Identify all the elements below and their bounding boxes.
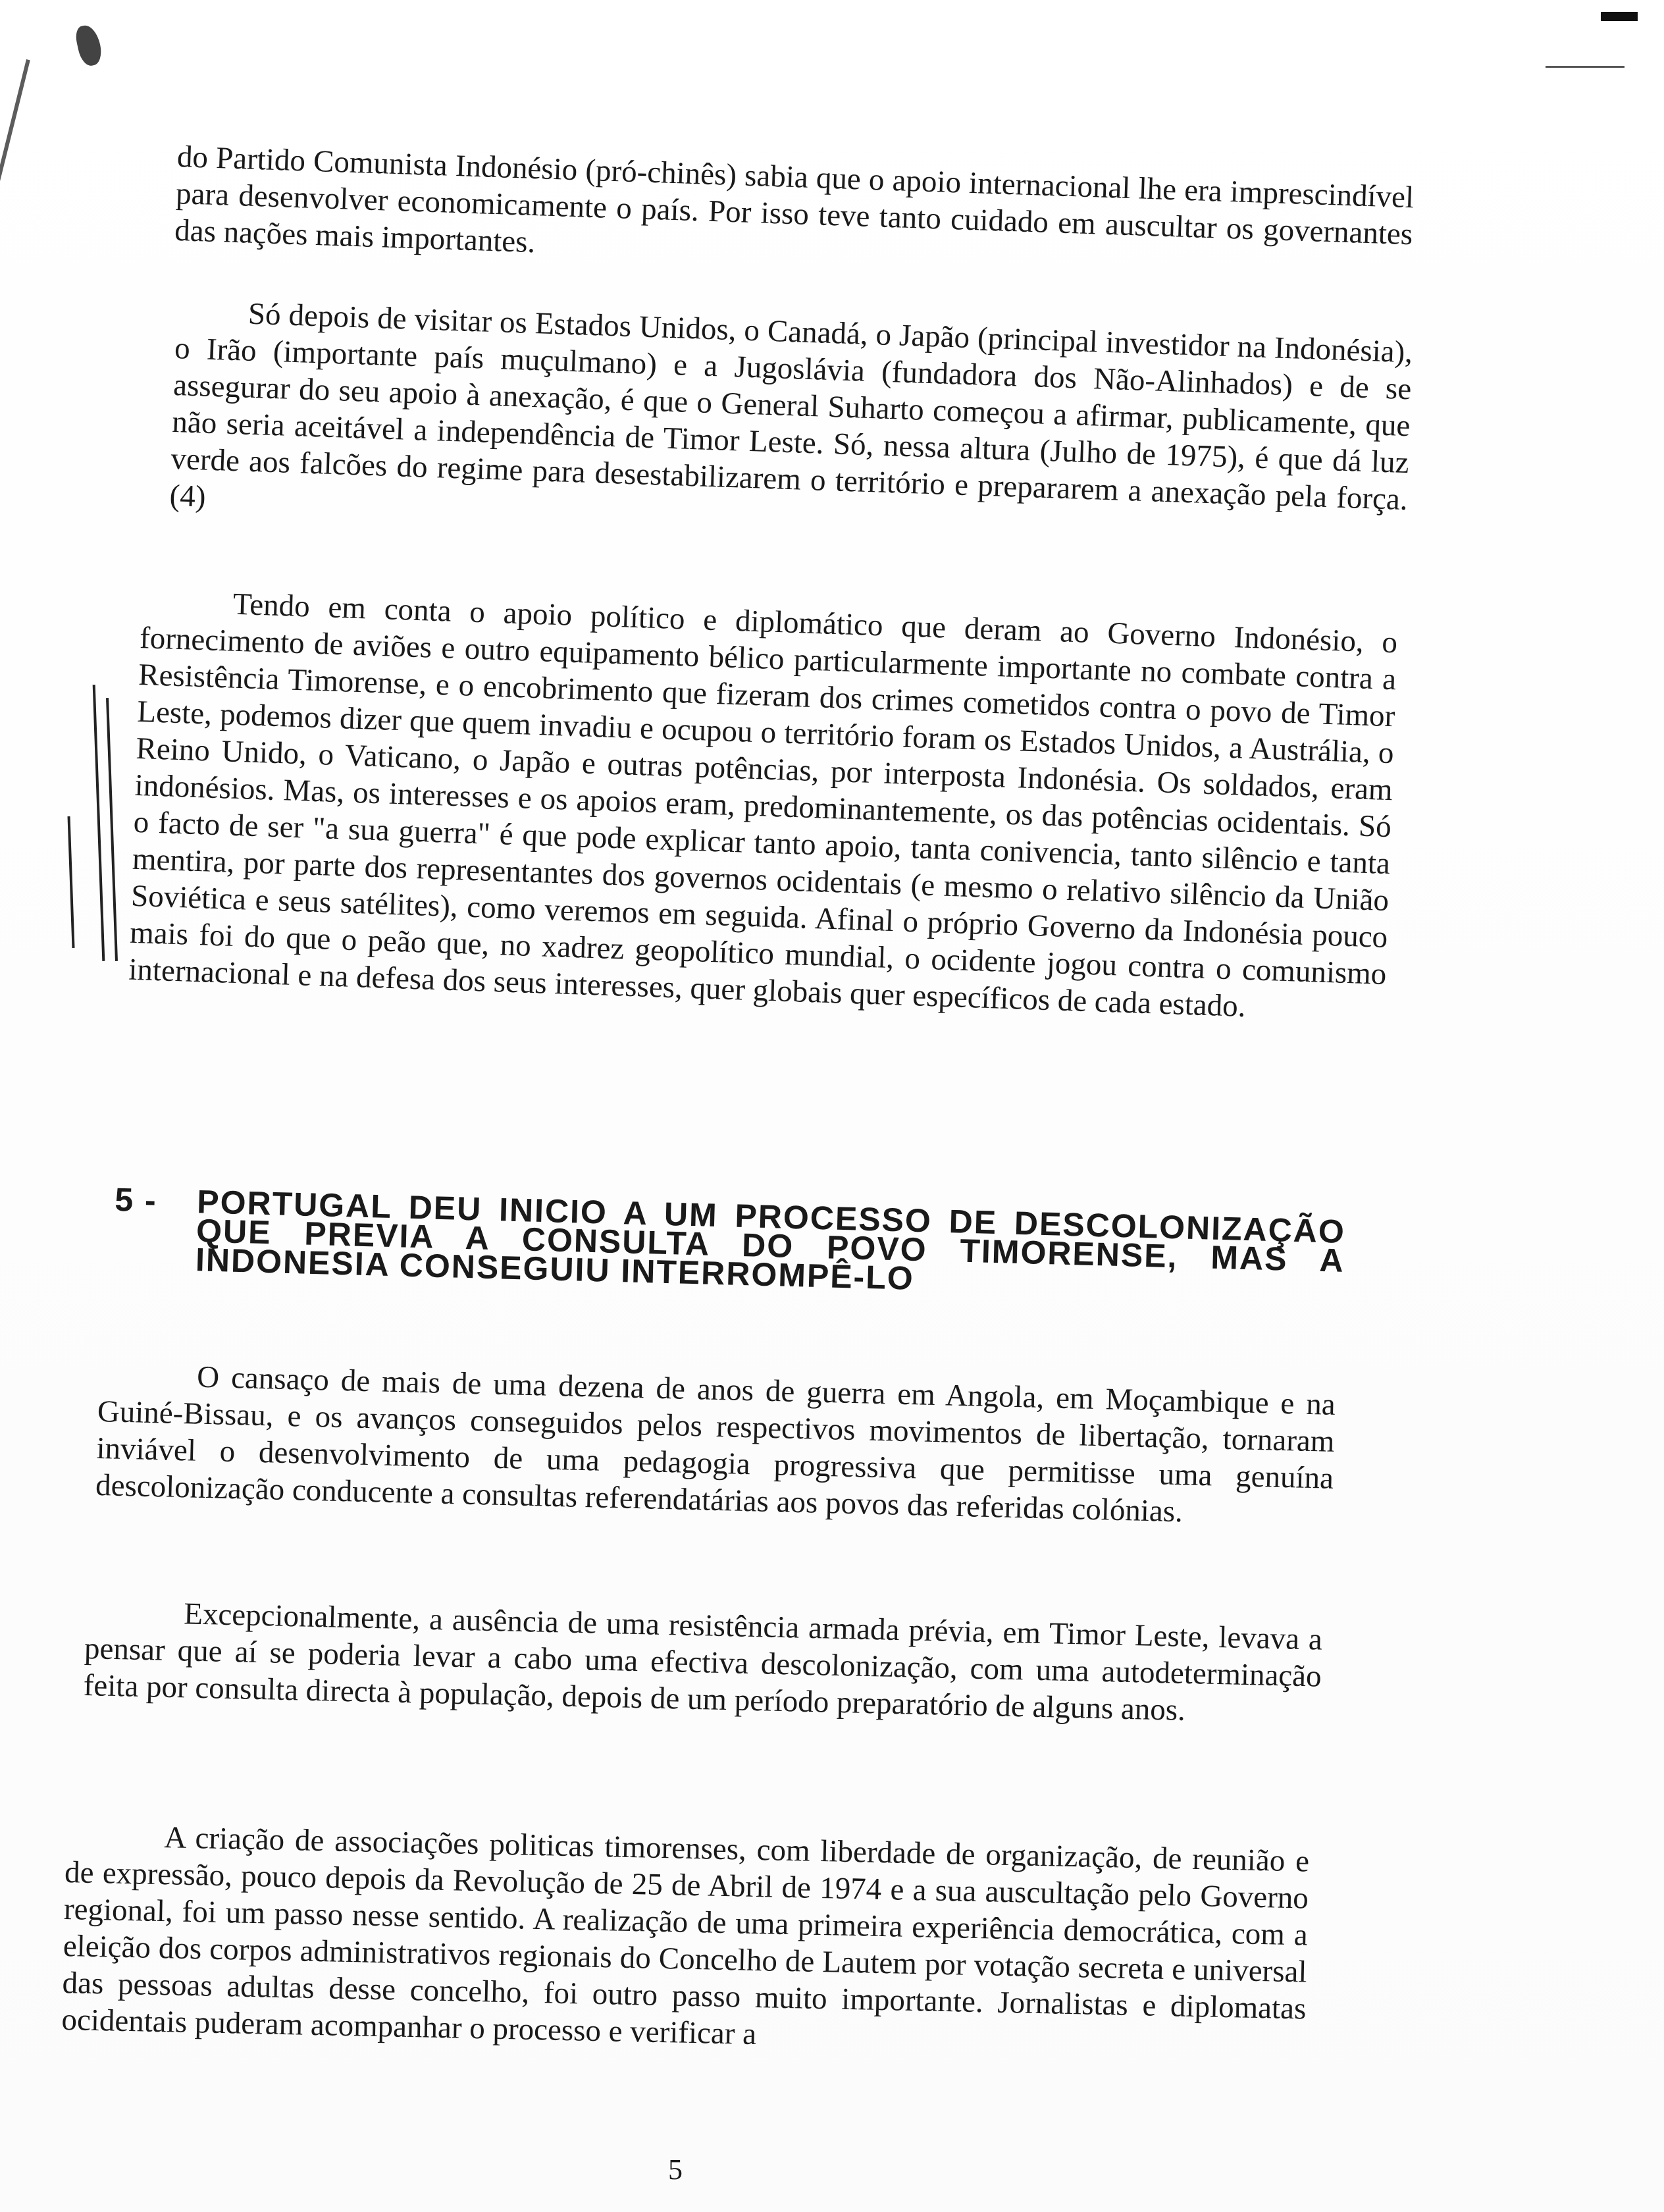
paragraph-suharto-visits: [169, 293, 1413, 555]
scan-corner-mark: [1601, 12, 1638, 21]
paragraph-text: A criação de associações politicas timorenses, com liberdade de organização, de reunião e de expressão, pouco depois da Revolução de 25 de Abril de 1974 e a sua auscultação pelo Governo regional, foi um passo nesse sentido. A realização de uma primeira experiência democrática, com a eleição dos corpos administrativos regionais do Concelho de Lautem por votação secreta e universal das pessoas adultas desse concelho, foi outro passo muito importante. Jornalistas e diplomatas ocidentais puderam acompanhar o processo e verificar a: [61, 1820, 1310, 2052]
paragraph-war-fatigue: [95, 1356, 1336, 1534]
page-number: 5: [668, 2153, 683, 2186]
scan-corner-line: [1546, 66, 1625, 68]
paragraph-text: Tendo em conta o apoio político e diplomático que deram ao Governo Indonésio, o fornecimento de aviões e outro equipamento bélico particularmente importante no combate contra a Resistência Timorense, e o encobrimento que fizeram dos crimes cometidos contra o povo de Timor Leste, podemos dizer que quem invadiu e ocupou o território foram os Estados Unidos, a Austrália, o Reino Unido, o Vaticano, o Japão e outras potências, por interposta Indonésia. Os soldados, eram indonésios. Mas, os interesses e os apoios eram, predominantemente, os das potências ocidentais. Só o facto de ser "a sua guerra" é que pode explicar tanto apoio, tanta conivencia, tanto silêncio e tanta mentira, por parte dos representantes dos governos ocidentais (e mesmo o relativo silêncio da União Soviética e seus satélites), como veremos em seguida. Afinal o próprio Governo da Indonésia pouco mais foi do que o peão que, no xadrez geopolítico mundial, o ocidente jogou contra o comunismo internacional e na defesa dos seus interesses, quer globais quer específicos de cada estado.: [128, 587, 1398, 1024]
paragraph-text: O cansaço de mais de uma dezena de anos de guerra em Angola, em Moçambique e na Guiné-Bissau, e os avanços conseguidos pelos respectivos movimentos de libertação, tornaram inviável o desenvolvimento de uma pedagogia progressiva que permitisse uma genuína descolonização conducente a consultas referendatárias aos povos das referidas colónias.: [95, 1359, 1336, 1529]
paragraph-text: do Partido Comunista Indonésio (pró-chinês) sabia que o apoio internacional lhe era imprescindível para desenvolver economicamente o país. Por isso teve tanto cuidado em auscultar os governantes das nações mais importantes.: [174, 139, 1415, 260]
paragraph-western-support: [128, 583, 1398, 1030]
paragraph-political-associations: [61, 1817, 1310, 2065]
section-title: PORTUGAL DEU INICIO A UM PROCESSO DE DESCOLONIZAÇÃO QUE PREVIA A CONSULTA DO POVO TIMORENSE, MAS A INDONESIA CONSEGUIU INTERROMPÊ-LO: [195, 1183, 1346, 1297]
section-number: 5 -: [114, 1181, 158, 1219]
paragraph-text: Excepcionalmente, a ausência de uma resistência armada prévia, em Timor Leste, levava a pensar que aí se poderia levar a cabo uma efectiva descolonização, com uma autodeterminação feita por consulta directa à população, depois de um período preparatório de alguns anos.: [83, 1596, 1323, 1727]
paragraph-text: Só depois de visitar os Estados Unidos, o Canadá, o Japão (principal investidor na Indonésia), o Irão (importante país muçulmano) e a Jugoslávia (fundadora dos Não-Alinhados) e de se assegurar do seu apoio à anexação, é que o General Suharto começou a afirmar, publicamente, que não seria aceitável a independência de Timor Leste. Só, nessa altura (Julho de 1975), é que dá luz verde aos falcões do regime para desestabilizarem o território e prepararem a anexação pela força. (4): [169, 296, 1413, 517]
